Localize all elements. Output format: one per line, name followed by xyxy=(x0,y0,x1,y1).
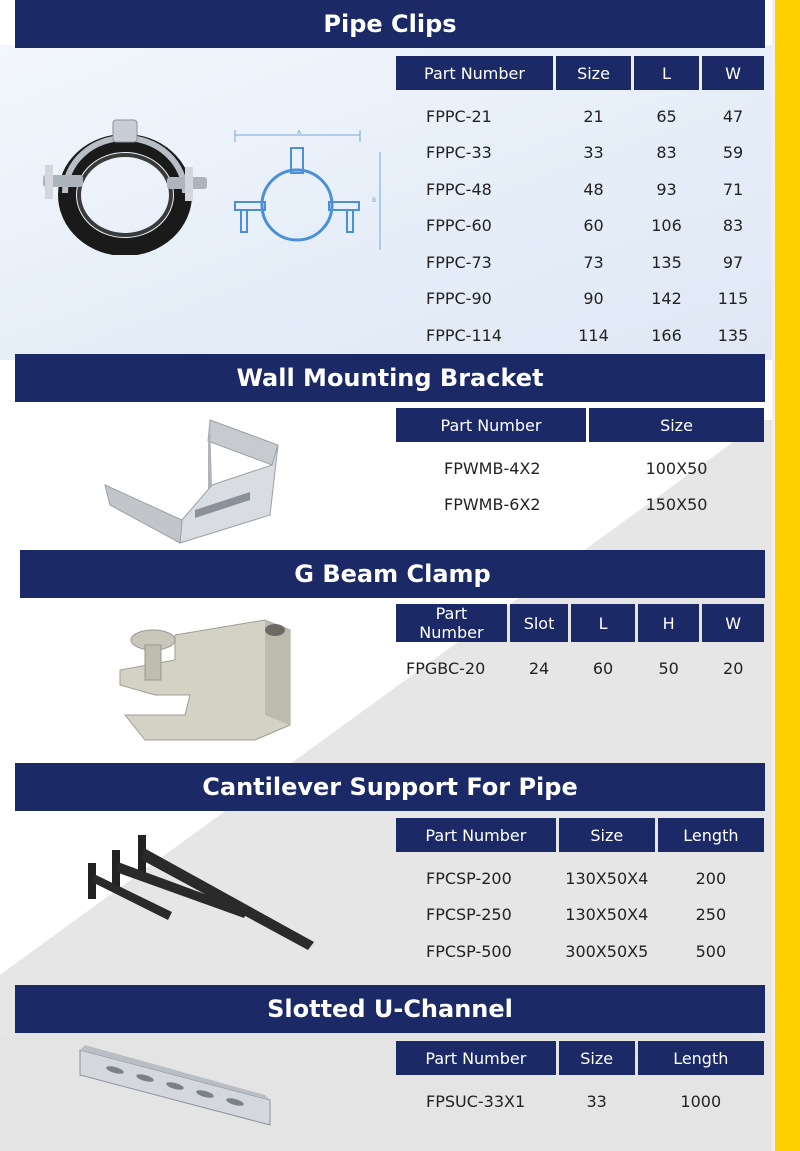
cell: 60 xyxy=(583,216,604,236)
header-size: Size xyxy=(559,818,655,852)
cell: 83 xyxy=(722,216,744,236)
cell: 115 xyxy=(717,289,749,309)
cell: FPPC-60 xyxy=(426,216,492,236)
diagram-label-b: B xyxy=(372,197,377,204)
cell: 106 xyxy=(651,216,682,236)
cell: FPCSP-250 xyxy=(426,905,512,925)
cell: 59 xyxy=(722,143,744,163)
cell: 142 xyxy=(651,289,682,309)
header-length: Length xyxy=(658,818,764,852)
cell: 83 xyxy=(656,143,677,163)
wall-bracket-image xyxy=(100,415,285,545)
cell: FPPC-73 xyxy=(426,252,492,272)
section-title-wall-mounting-bracket: Wall Mounting Bracket xyxy=(15,354,765,402)
cell: 65 xyxy=(656,106,677,126)
table-row xyxy=(396,98,764,135)
header-w: W xyxy=(702,604,764,642)
header-size: Size xyxy=(556,56,631,90)
cell: 200 xyxy=(695,868,727,888)
u-channel-table xyxy=(393,1041,767,1120)
table-row xyxy=(396,897,764,934)
table-row xyxy=(396,650,764,687)
cell: 97 xyxy=(722,252,744,272)
cantilever-support-image xyxy=(80,830,320,955)
header-part-number: Part Number xyxy=(396,1041,556,1075)
cell: FPCSP-500 xyxy=(426,941,512,961)
cell: 130X50X4 xyxy=(565,868,649,888)
table-row xyxy=(396,244,764,281)
cell: 24 xyxy=(528,658,550,678)
wall-bracket-table xyxy=(393,408,767,523)
cell: 250 xyxy=(695,905,727,925)
cell: 71 xyxy=(722,179,744,199)
table-row xyxy=(396,1083,764,1120)
cell: 73 xyxy=(583,252,604,272)
cell: 90 xyxy=(583,289,604,309)
cell: 166 xyxy=(651,325,682,345)
cell: FPCSP-200 xyxy=(426,868,512,888)
cell: 114 xyxy=(578,325,609,345)
cell: 135 xyxy=(717,325,749,345)
header-h: H xyxy=(638,604,700,642)
cell: 1000 xyxy=(680,1091,722,1111)
section-title-cantilever-support: Cantilever Support For Pipe xyxy=(15,763,765,811)
accent-sidebar xyxy=(775,0,800,1151)
cell: FPPC-48 xyxy=(426,179,492,199)
table-row xyxy=(396,208,764,245)
cell: 100X50 xyxy=(645,458,708,478)
cell: 300X50X5 xyxy=(565,941,649,961)
table-row xyxy=(396,933,764,970)
g-beam-clamp-table xyxy=(393,604,767,687)
pipe-clip-image xyxy=(35,115,215,255)
table-row xyxy=(396,317,764,354)
header-w: W xyxy=(702,56,764,90)
cell: 50 xyxy=(658,658,679,678)
table-row xyxy=(396,135,764,172)
cell: 150X50 xyxy=(645,495,708,515)
header-l: L xyxy=(571,604,635,642)
cell: 21 xyxy=(583,106,604,126)
cell: 33 xyxy=(583,143,604,163)
header-size: Size xyxy=(589,408,764,442)
cell: FPPC-90 xyxy=(426,289,492,309)
header-part-number: Part Number xyxy=(396,604,507,642)
pipe-clips-table xyxy=(393,56,767,354)
section-title-g-beam-clamp: G Beam Clamp xyxy=(20,550,765,598)
header-part-number: Part Number xyxy=(396,56,553,90)
g-beam-clamp-image xyxy=(115,615,295,750)
cell: 60 xyxy=(592,658,614,678)
cell: FPGBC-20 xyxy=(406,658,486,678)
cell: FPSUC-33X1 xyxy=(426,1091,526,1111)
cell: 20 xyxy=(723,658,744,678)
header-length: Length xyxy=(638,1041,764,1075)
cell: FPPC-21 xyxy=(426,106,492,126)
cell: 130X50X4 xyxy=(565,905,649,925)
table-row xyxy=(396,450,764,487)
header-slot: Slot xyxy=(510,604,568,642)
cell: 33 xyxy=(586,1091,607,1111)
cell: FPPC-114 xyxy=(426,325,502,345)
pipe-clip-diagram xyxy=(225,130,390,255)
section-title-slotted-u-channel: Slotted U-Channel xyxy=(15,985,765,1033)
table-row xyxy=(396,860,764,897)
cantilever-table xyxy=(393,818,767,970)
header-part-number: Part Number xyxy=(396,818,556,852)
table-row xyxy=(396,171,764,208)
header-part-number: Part Number xyxy=(396,408,586,442)
header-size: Size xyxy=(559,1041,635,1075)
cell: FPWMB-4X2 xyxy=(444,458,541,478)
cell: 500 xyxy=(695,941,727,961)
u-channel-image xyxy=(75,1045,275,1130)
section-title-pipe-clips: Pipe Clips xyxy=(15,0,765,48)
cell: FPWMB-6X2 xyxy=(444,495,541,515)
cell: FPPC-33 xyxy=(426,143,492,163)
cell: 93 xyxy=(656,179,677,199)
table-row xyxy=(396,487,764,524)
diagram-label-a: A xyxy=(297,130,302,136)
header-l: L xyxy=(634,56,699,90)
cell: 135 xyxy=(651,252,682,272)
cell: 48 xyxy=(583,179,604,199)
cell: 47 xyxy=(722,106,744,126)
table-row xyxy=(396,281,764,318)
